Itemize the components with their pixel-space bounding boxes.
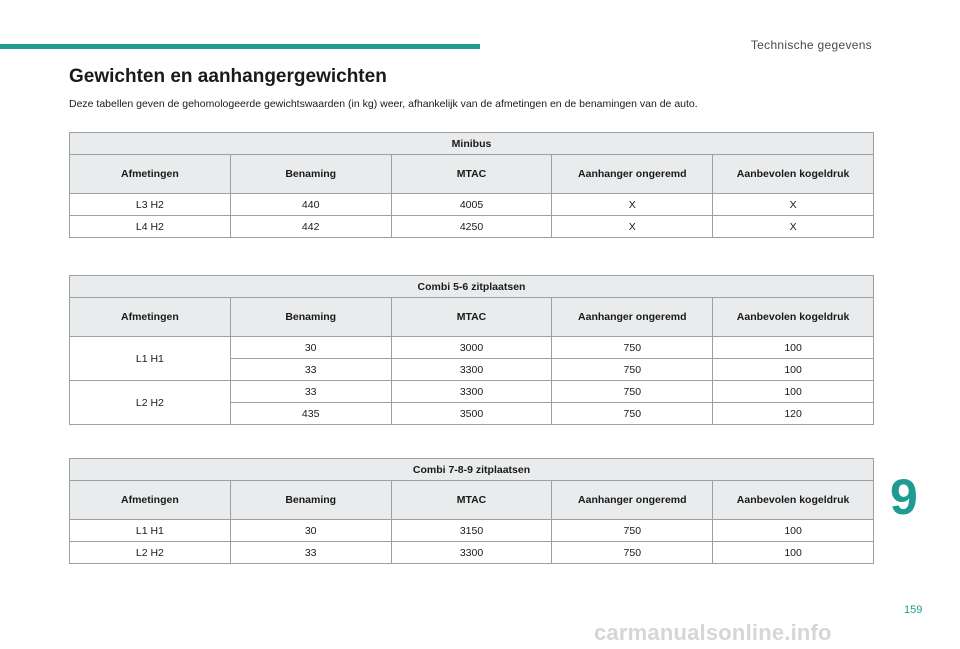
column-header: Benaming (230, 481, 391, 520)
combi-5-6-table (69, 275, 874, 425)
column-header: Afmetingen (70, 298, 231, 337)
cell-nose-weight: X (713, 216, 874, 238)
cell-name: 435 (230, 403, 391, 425)
column-header: Aanbevolen kogeldruk (713, 298, 874, 337)
cell-name: 33 (230, 542, 391, 564)
page-heading: Gewichten en aanhangergewichten (69, 66, 387, 87)
column-header: Afmetingen (70, 481, 231, 520)
cell-name: 442 (230, 216, 391, 238)
table-row (70, 381, 874, 403)
table-row (70, 337, 874, 359)
combi-7-8-9-table (69, 458, 874, 564)
cell-unbraked: 750 (552, 359, 713, 381)
cell-name: 30 (230, 520, 391, 542)
table-row (70, 520, 874, 542)
table-row (70, 542, 874, 564)
cell-mtac: 4005 (391, 194, 552, 216)
intro-text: Deze tabellen geven de gehomologeerde gewichtswaarden (in kg) weer, afhankelijk van de afmetingen en de benamingen van de auto. (69, 98, 698, 110)
table-caption: Minibus (70, 133, 874, 155)
chapter-number: 9 (890, 469, 918, 525)
column-header: Aanhanger ongeremd (552, 298, 713, 337)
cell-unbraked: 750 (552, 337, 713, 359)
cell-dimension: L2 H2 (70, 381, 231, 425)
cell-dimension: L4 H2 (70, 216, 231, 238)
cell-nose-weight: 100 (713, 381, 874, 403)
page-number: 159 (904, 604, 923, 616)
column-header: Aanbevolen kogeldruk (713, 155, 874, 194)
cell-dimension: L2 H2 (70, 542, 231, 564)
column-header: Benaming (230, 155, 391, 194)
cell-mtac: 3000 (391, 337, 552, 359)
cell-name: 33 (230, 381, 391, 403)
column-header: MTAC (391, 481, 552, 520)
cell-mtac: 3150 (391, 520, 552, 542)
cell-dimension: L1 H1 (70, 520, 231, 542)
cell-mtac: 3300 (391, 381, 552, 403)
cell-nose-weight: 100 (713, 359, 874, 381)
cell-unbraked: X (552, 194, 713, 216)
cell-mtac: 3300 (391, 542, 552, 564)
cell-unbraked: 750 (552, 381, 713, 403)
section-title: Technische gegevens (750, 38, 872, 52)
cell-mtac: 3300 (391, 359, 552, 381)
cell-nose-weight: 100 (713, 337, 874, 359)
cell-dimension: L3 H2 (70, 194, 231, 216)
cell-nose-weight: X (713, 194, 874, 216)
minibus-table (69, 132, 874, 238)
watermark: carmanualsonline.info (594, 620, 832, 645)
column-header: MTAC (391, 298, 552, 337)
cell-mtac: 4250 (391, 216, 552, 238)
column-header: Aanbevolen kogeldruk (713, 481, 874, 520)
column-header: Aanhanger ongeremd (552, 481, 713, 520)
cell-unbraked: 750 (552, 542, 713, 564)
cell-dimension: L1 H1 (70, 337, 231, 381)
cell-name: 33 (230, 359, 391, 381)
table-row (70, 194, 874, 216)
table-row (70, 216, 874, 238)
column-header: Aanhanger ongeremd (552, 155, 713, 194)
cell-unbraked: 750 (552, 520, 713, 542)
cell-unbraked: 750 (552, 403, 713, 425)
cell-name: 30 (230, 337, 391, 359)
table-caption: Combi 5-6 zitplaatsen (70, 276, 874, 298)
top-accent-bar (0, 44, 480, 49)
column-header: MTAC (391, 155, 552, 194)
column-header: Afmetingen (70, 155, 231, 194)
cell-unbraked: X (552, 216, 713, 238)
column-header: Benaming (230, 298, 391, 337)
cell-nose-weight: 100 (713, 520, 874, 542)
cell-nose-weight: 100 (713, 542, 874, 564)
cell-nose-weight: 120 (713, 403, 874, 425)
cell-mtac: 3500 (391, 403, 552, 425)
cell-name: 440 (230, 194, 391, 216)
table-caption: Combi 7-8-9 zitplaatsen (70, 459, 874, 481)
